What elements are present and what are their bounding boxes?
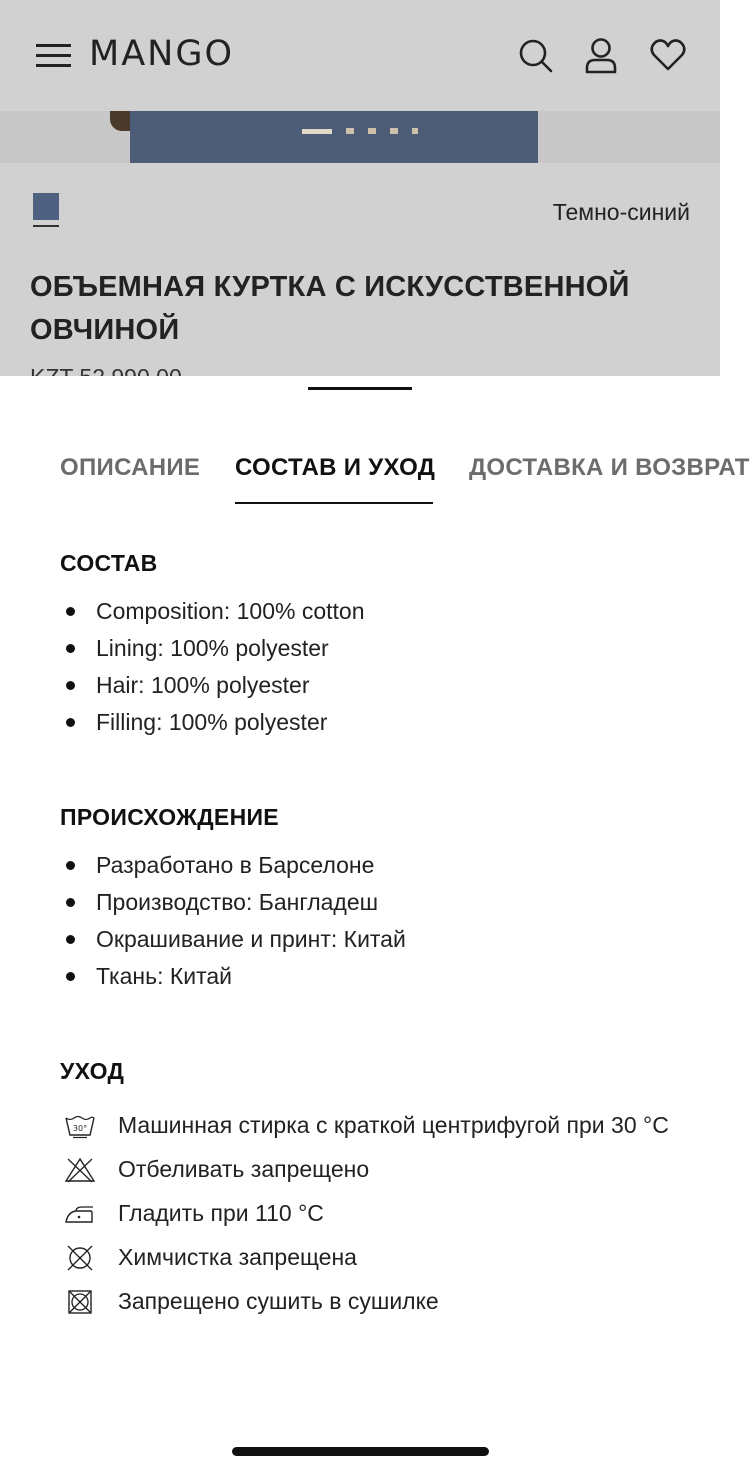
account-icon[interactable] — [582, 36, 620, 74]
care-text: Гладить при 110 °C — [118, 1200, 324, 1226]
care-text: Химчистка запрещена — [118, 1244, 357, 1270]
list-item: Hair: 100% polyester — [60, 671, 680, 708]
top-bar — [0, 0, 720, 111]
care-title: УХОД — [60, 1058, 125, 1084]
search-icon[interactable] — [516, 36, 554, 74]
product-image-carousel[interactable] — [0, 111, 720, 163]
carousel-dot[interactable] — [346, 128, 354, 134]
menu-icon[interactable] — [36, 44, 72, 68]
product-title: ОБЪЕМНАЯ КУРТКА С ИСКУССТВЕННОЙ ОВЧИНОЙ — [30, 271, 630, 346]
care-item — [60, 1107, 680, 1144]
home-indicator[interactable] — [232, 1447, 489, 1456]
care-item — [60, 1239, 680, 1276]
tab-composition-care[interactable]: СОСТАВ И УХОД — [235, 454, 436, 481]
no-tumble-dry-icon — [64, 1289, 96, 1315]
tab-description[interactable]: ОПИСАНИЕ — [60, 454, 201, 481]
care-text: Запрещено сушить в сушилке — [118, 1288, 439, 1314]
iron-110-icon — [64, 1201, 96, 1227]
sheet-grabber[interactable] — [308, 387, 412, 390]
no-dry-clean-icon — [64, 1245, 96, 1271]
product-page-backdrop — [0, 0, 720, 376]
care-item — [60, 1195, 680, 1232]
carousel-dot[interactable] — [390, 128, 398, 134]
list-item: Производство: Бангладеш — [60, 888, 680, 925]
origin-section — [60, 804, 680, 999]
composition-title: СОСТАВ — [60, 550, 158, 576]
care-list — [60, 1107, 680, 1320]
care-text: Отбеливать запрещено — [118, 1156, 370, 1182]
care-text: Машинная стирка с краткой центрифугой при 30 °C — [118, 1112, 669, 1138]
svg-text:30°: 30° — [72, 1124, 88, 1133]
care-section — [60, 1058, 680, 1327]
color-swatch-selected-indicator — [33, 225, 59, 227]
active-tab-underline — [235, 502, 433, 504]
origin-title: ПРОИСХОЖДЕНИЕ — [60, 804, 279, 830]
composition-section — [60, 550, 680, 745]
care-item — [60, 1151, 680, 1188]
color-swatch[interactable] — [33, 193, 59, 220]
care-item — [60, 1283, 680, 1320]
carousel-dot[interactable] — [412, 128, 418, 134]
list-item: Composition: 100% cotton — [60, 597, 680, 634]
list-item: Ткань: Китай — [60, 962, 680, 999]
brand-logo[interactable]: MANGO — [89, 34, 234, 74]
product-image — [130, 111, 538, 163]
origin-list — [60, 851, 680, 999]
no-bleach-icon — [64, 1157, 96, 1183]
details-tabs — [60, 454, 750, 504]
details-bottom-sheet — [0, 376, 750, 1460]
color-selector — [0, 163, 720, 253]
heart-icon[interactable] — [649, 36, 687, 74]
list-item: Разработано в Барселоне — [60, 851, 680, 888]
list-item: Filling: 100% polyester — [60, 708, 680, 745]
carousel-dot[interactable] — [368, 128, 376, 134]
composition-list — [60, 597, 680, 745]
carousel-dot-active[interactable] — [302, 129, 332, 134]
list-item: Окрашивание и принт: Китай — [60, 925, 680, 962]
list-item: Lining: 100% polyester — [60, 634, 680, 671]
color-name: Темно-синий — [552, 199, 690, 225]
carousel-pagination — [302, 127, 418, 135]
wash-30-icon — [64, 1113, 96, 1139]
tab-delivery-returns[interactable]: ДОСТАВКА И ВОЗВРАТ — [469, 454, 750, 481]
